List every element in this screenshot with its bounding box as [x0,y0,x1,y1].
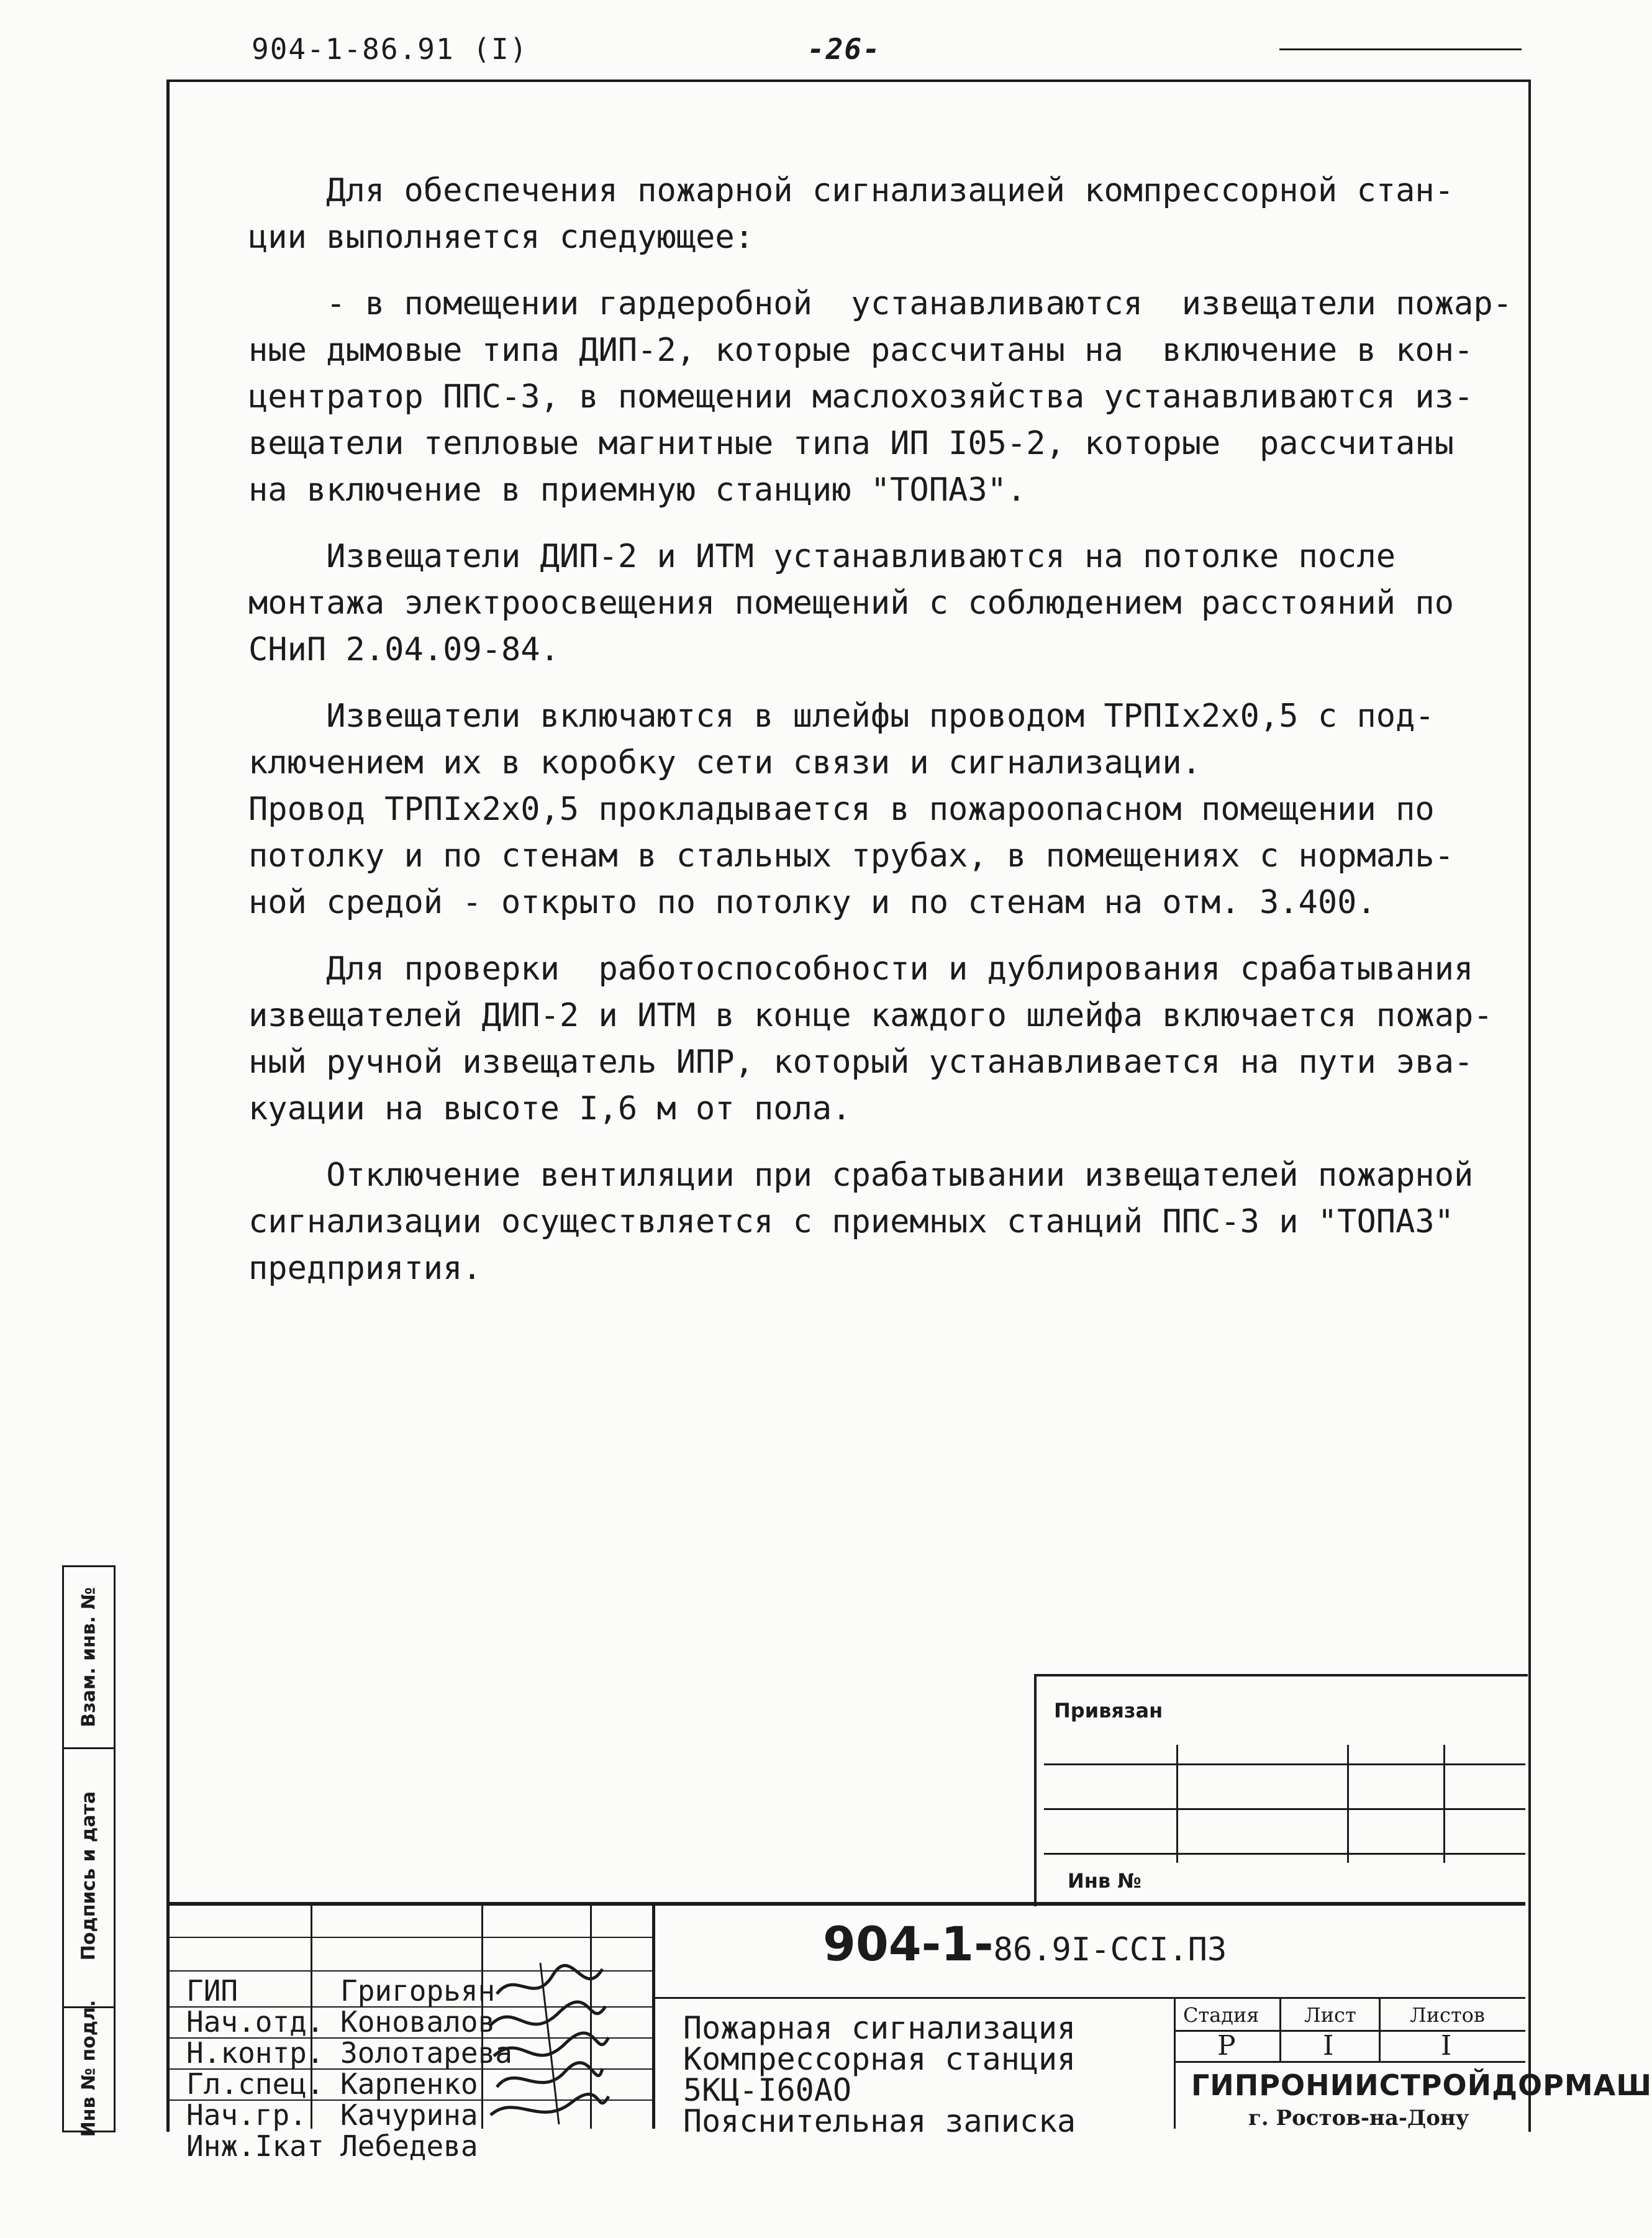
side-stamp-vzam-label: Взам. инв. № [78,1587,100,1727]
side-stamp-inv-podl-label: Инв № подл. [78,1999,100,2137]
role-nach-otd: Нач.отд. [186,2005,324,2039]
stage-label: Стадия [1183,2003,1259,2027]
handwritten-signatures [478,1957,615,2131]
paragraph-manual-detector: Для проверки работоспособности и дублирования срабатывания извещателей ДИП-2 и ИТМ в конце каждого шлейфа включается пожар- ный ручной извещатель ИПР, который устанавливается на пути эва- куации на высоте I,6 м от пола. [248,950,1493,1127]
explanatory-text [248,168,1512,1312]
side-stamp-vzam [62,1565,116,1749]
binding-stamp [1034,1674,1528,1906]
paragraph-installation: Извещатели ДИП-2 и ИТМ устанавливаются на потолке после монтажа электроосвещения помещений с соблюдением расстояний по СНиП 2.04.09-84. [248,538,1455,668]
side-stamp-podpis-label: Подпись и дата [78,1791,100,1961]
header-rule [1279,48,1522,50]
name-karpenko: Карпенко [340,2067,478,2101]
role-gl-spec: Гл.спец. [186,2067,324,2101]
document-title [683,2010,1076,2139]
organization-name: ГИПРОНИИСТРОЙДОРМАШ [1191,2068,1652,2102]
role-gip: ГИП [186,1974,238,2008]
name-zolotareva: Золотарева [340,2036,512,2070]
title-line-2: Компрессорная станция [683,2041,1076,2077]
title-block-divider [652,1902,655,2129]
title-line-3: 5КЦ-I60АО [683,2072,851,2108]
binding-stamp-label: Привязан [1054,1699,1163,1722]
paragraph-detectors: - в помещении гардеробной устанавливаются извещатели пожар- ные дымовые типа ДИП-2, которые рассчитаны на включение в кон- центратор ППС-3, в помещении маслохозяйства устанавливаются из- вещатели тепловые магнитные типа ИП I05-2, которые рассчитаны на включение в приемную станцию "ТОПАЗ". [248,285,1512,509]
role-nach-gr: Нач.гр. [186,2098,307,2132]
sheet-value: I [1323,2030,1334,2062]
document-code [823,1916,1227,1972]
signatories-roles [186,1975,324,2162]
role-n-kontr: Н.контр. [186,2036,324,2070]
sheets-value: I [1441,2030,1452,2062]
paragraph-wiring: Извещатели включаются в шлейфы проводом ТРПIх2х0,5 с под- ключением их в коробку сети связи и сигнализации. Провод ТРПIх2х0,5 прокладывается в пожароопасном помещении по потолку и по стенам в стальных трубах, в помещениях с нормаль- ной средой - открыто по потолку и по стенам на отм. 3.400. [248,698,1455,921]
name-kachurina: Качурина [340,2098,478,2132]
paragraph-ventilation: Отключение вентиляции при срабатывании извещателей пожарной сигнализации осуществляется с приемных станций ППС-3 и "ТОПАЗ" предприятия. [248,1157,1474,1287]
organization-city: г. Ростов-на-Дону [1248,2106,1469,2131]
page-number: -26- [807,32,881,66]
side-stamp-podpis [62,1745,116,2008]
binding-stamp-inv-label: Инв № [1068,1869,1141,1893]
name-konovalov: Коновалов [340,2005,496,2039]
stage-value: Р [1217,2030,1236,2062]
name-lebedeva: Лебедева [340,2129,478,2163]
title-block-top-rule [166,1902,1525,1906]
document-code-series: 904-1- [823,1916,994,1972]
title-line-1: Пожарная сигнализация [683,2010,1076,2046]
document-reference: 904-1-86.91 (I) [252,32,529,66]
name-grigoryan: Григорьян [340,1974,496,2008]
sheets-label: Листов [1410,2003,1485,2027]
side-stamp-inv-podl [62,1999,116,2137]
sheet-label: Лист [1304,2003,1356,2027]
role-inzh: Инж.Iкат [186,2129,324,2163]
title-line-4: Пояснительная записка [683,2103,1076,2139]
paragraph-intro: Для обеспечения пожарной сигнализацией компрессорной стан- ции выполняется следующее: [248,172,1455,256]
document-code-number: 86.9I-CCI.ПЗ [993,1931,1227,1968]
